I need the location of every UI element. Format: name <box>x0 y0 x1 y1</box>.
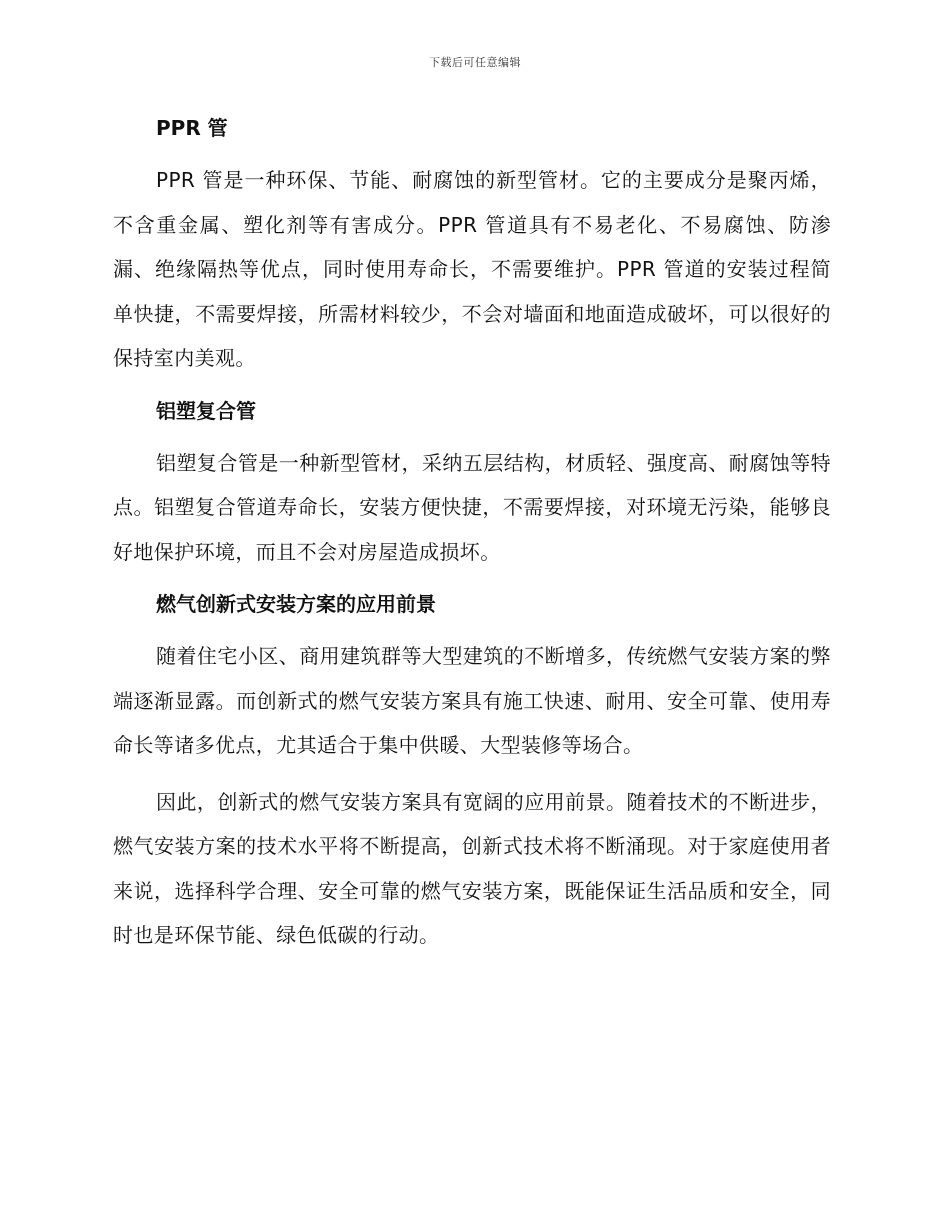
section-paragraph-prospects-2: 因此，创新式的燃气安装方案具有宽阔的应用前景。随着技术的不断进步，燃气安装方案的技术水平将不断提高，创新式技术将不断涌现。对于家庭使用者来说，选择科学合理、安全可靠的燃气安装方案，既能保证生活品质和安全，同时也是环保节能、绿色低碳的行动。 <box>113 789 831 947</box>
section-heading-aluminum-plastic: 铝塑复合管 <box>156 398 256 423</box>
section-heading-ppr: PPR 管 <box>156 116 228 140</box>
document-body <box>113 110 831 970</box>
section-paragraph-aluminum-plastic: 铝塑复合管是一种新型管材，采纳五层结构，材质轻、强度高、耐腐蚀等特点。铝塑复合管道寿命长，安装方便快捷，不需要焊接，对环境无污染，能够良好地保护环境，而且不会对房屋造成损坏。 <box>113 450 831 564</box>
header-note: 下载后可任意编辑 <box>429 56 521 69</box>
section-paragraph-ppr: PPR 管是一种环保、节能、耐腐蚀的新型管材。它的主要成分是聚丙烯，不含重金属、塑化剂等有害成分。PPR 管道具有不易老化、不易腐蚀、防渗漏、绝缘隔热等优点，同时使用寿命长，不需要维护。PPR 管道的安装过程简单快捷，不需要焊接，所需材料较少，不会对墙面和地面造成破坏，可以很好的保持室内美观。 <box>113 168 831 370</box>
section-paragraph-prospects-1: 随着住宅小区、商用建筑群等大型建筑的不断增多，传统燃气安装方案的弊端逐渐显露。而创新式的燃气安装方案具有施工快速、耐用、安全可靠、使用寿命长等诸多优点，尤其适合于集中供暖、大型装修等场合。 <box>113 644 831 757</box>
section-heading-prospects: 燃气创新式安装方案的应用前景 <box>156 592 436 616</box>
